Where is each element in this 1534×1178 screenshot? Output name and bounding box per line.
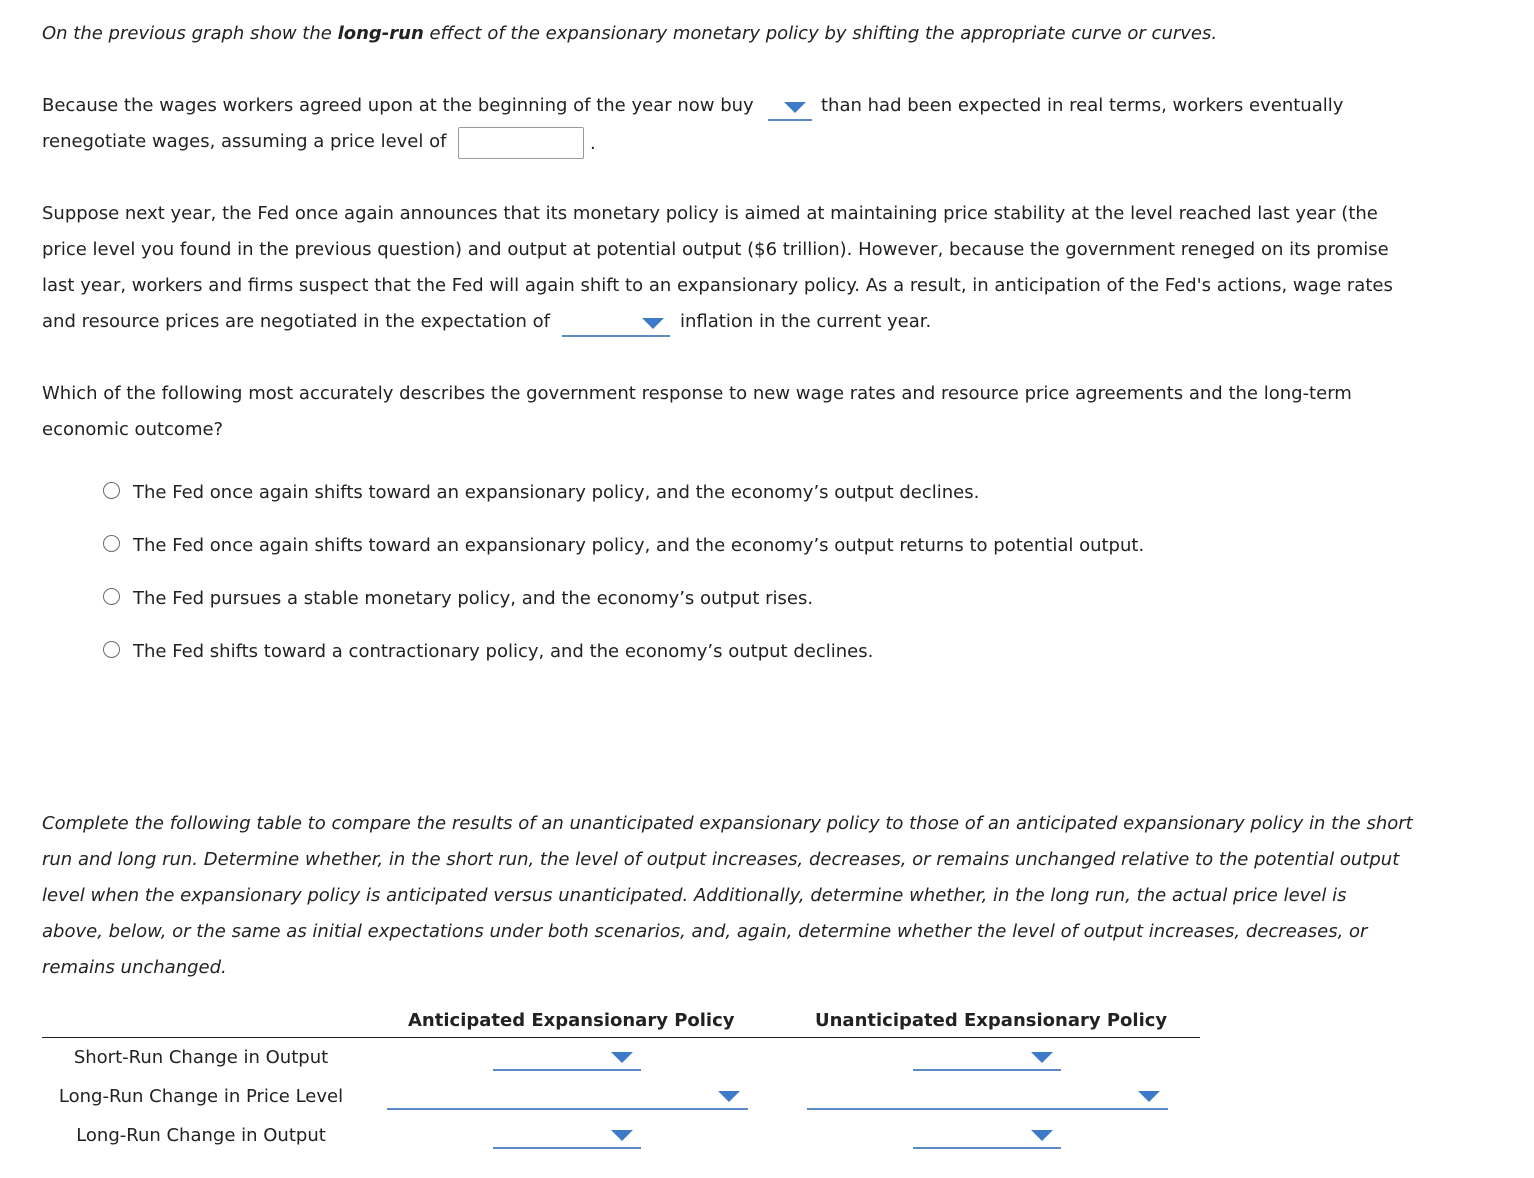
- dropdown-anticipated-long-run-price[interactable]: [387, 1082, 748, 1110]
- q1-text-2a: renegotiate wages, assuming a price level of: [42, 131, 447, 152]
- header-anticipated: Anticipated Expansionary Policy: [408, 1010, 735, 1031]
- q4-line-1: Complete the following table to compare the results of an unanticipated expansionary policy to those of an anticipated expansionary policy in the short: [42, 813, 1413, 834]
- q2-line-4b: inflation in the current year.: [680, 311, 932, 332]
- q1-text-1b: than had been expected in real terms, workers eventually: [821, 95, 1344, 116]
- dropdown-anticipated-long-run-output[interactable]: [493, 1121, 641, 1149]
- dropdown-unanticipated-short-run-output[interactable]: [913, 1043, 1061, 1071]
- chevron-down-icon: [1031, 1052, 1053, 1063]
- table-header-divider: [42, 1037, 1200, 1038]
- radio-option-3[interactable]: [103, 588, 120, 605]
- chevron-down-icon: [1138, 1091, 1160, 1102]
- dropdown-anticipated-short-run-output[interactable]: [493, 1043, 641, 1071]
- option-label-4: The Fed shifts toward a contractionary policy, and the economy’s output declines.: [133, 641, 874, 662]
- dropdown-unanticipated-long-run-price[interactable]: [807, 1082, 1168, 1110]
- row-label-short-run-output: Short-Run Change in Output: [73, 1047, 329, 1068]
- q4-line-5: remains unchanged.: [42, 957, 227, 978]
- chevron-down-icon: [718, 1091, 740, 1102]
- chevron-down-icon: [611, 1052, 633, 1063]
- q2-line-2: price level you found in the previous question) and output at potential output ($6 trillion). However, because the government reneged on its promise: [42, 239, 1389, 260]
- q2-dropdown[interactable]: [562, 309, 670, 337]
- chevron-down-icon: [642, 318, 664, 329]
- price-level-input[interactable]: [458, 127, 584, 159]
- q3-line-1: Which of the following most accurately describes the government response to new wage rates and resource price agreements and the long-term: [42, 383, 1352, 404]
- row-label-long-run-output: Long-Run Change in Output: [76, 1125, 326, 1146]
- chevron-down-icon: [1031, 1130, 1053, 1141]
- q4-line-4: above, below, or the same as initial expectations under both scenarios, and, again, determine whether the level of output increases, decreases, or: [42, 921, 1368, 942]
- q1-dropdown[interactable]: [768, 93, 812, 121]
- radio-option-2[interactable]: [103, 535, 120, 552]
- q1-text-1a: Because the wages workers agreed upon at the beginning of the year now buy: [42, 95, 754, 116]
- q1-period: .: [590, 133, 596, 154]
- dropdown-unanticipated-long-run-output[interactable]: [913, 1121, 1061, 1149]
- chevron-down-icon: [784, 102, 806, 113]
- option-label-1: The Fed once again shifts toward an expansionary policy, and the economy’s output declines.: [133, 482, 980, 503]
- option-label-2: The Fed once again shifts toward an expansionary policy, and the economy’s output returns to potential output.: [133, 535, 1145, 556]
- q3-line-2: economic outcome?: [42, 419, 224, 440]
- header-unanticipated: Unanticipated Expansionary Policy: [815, 1010, 1168, 1031]
- q4-line-2: run and long run. Determine whether, in the short run, the level of output increases, decreases, or remains unchanged relative to the potential output: [42, 849, 1400, 870]
- chevron-down-icon: [611, 1130, 633, 1141]
- radio-option-1[interactable]: [103, 482, 120, 499]
- option-label-3: The Fed pursues a stable monetary policy, and the economy’s output rises.: [133, 588, 814, 609]
- q2-line-1: Suppose next year, the Fed once again announces that its monetary policy is aimed at maintaining price stability at the level reached last year (the: [42, 203, 1378, 224]
- intro-text: On the previous graph show the long-run effect of the expansionary monetary policy by shifting the appropriate curve or curves.: [42, 23, 1218, 44]
- q4-line-3: level when the expansionary policy is anticipated versus unanticipated. Additionally, determine whether, in the long run, the actual price level is: [42, 885, 1347, 906]
- row-label-long-run-price: Long-Run Change in Price Level: [58, 1086, 344, 1107]
- q2-line-4a: and resource prices are negotiated in the expectation of: [42, 311, 551, 332]
- radio-option-4[interactable]: [103, 641, 120, 658]
- q2-line-3: last year, workers and firms suspect that the Fed will again shift to an expansionary policy. As a result, in anticipation of the Fed's actions, wage rates: [42, 275, 1393, 296]
